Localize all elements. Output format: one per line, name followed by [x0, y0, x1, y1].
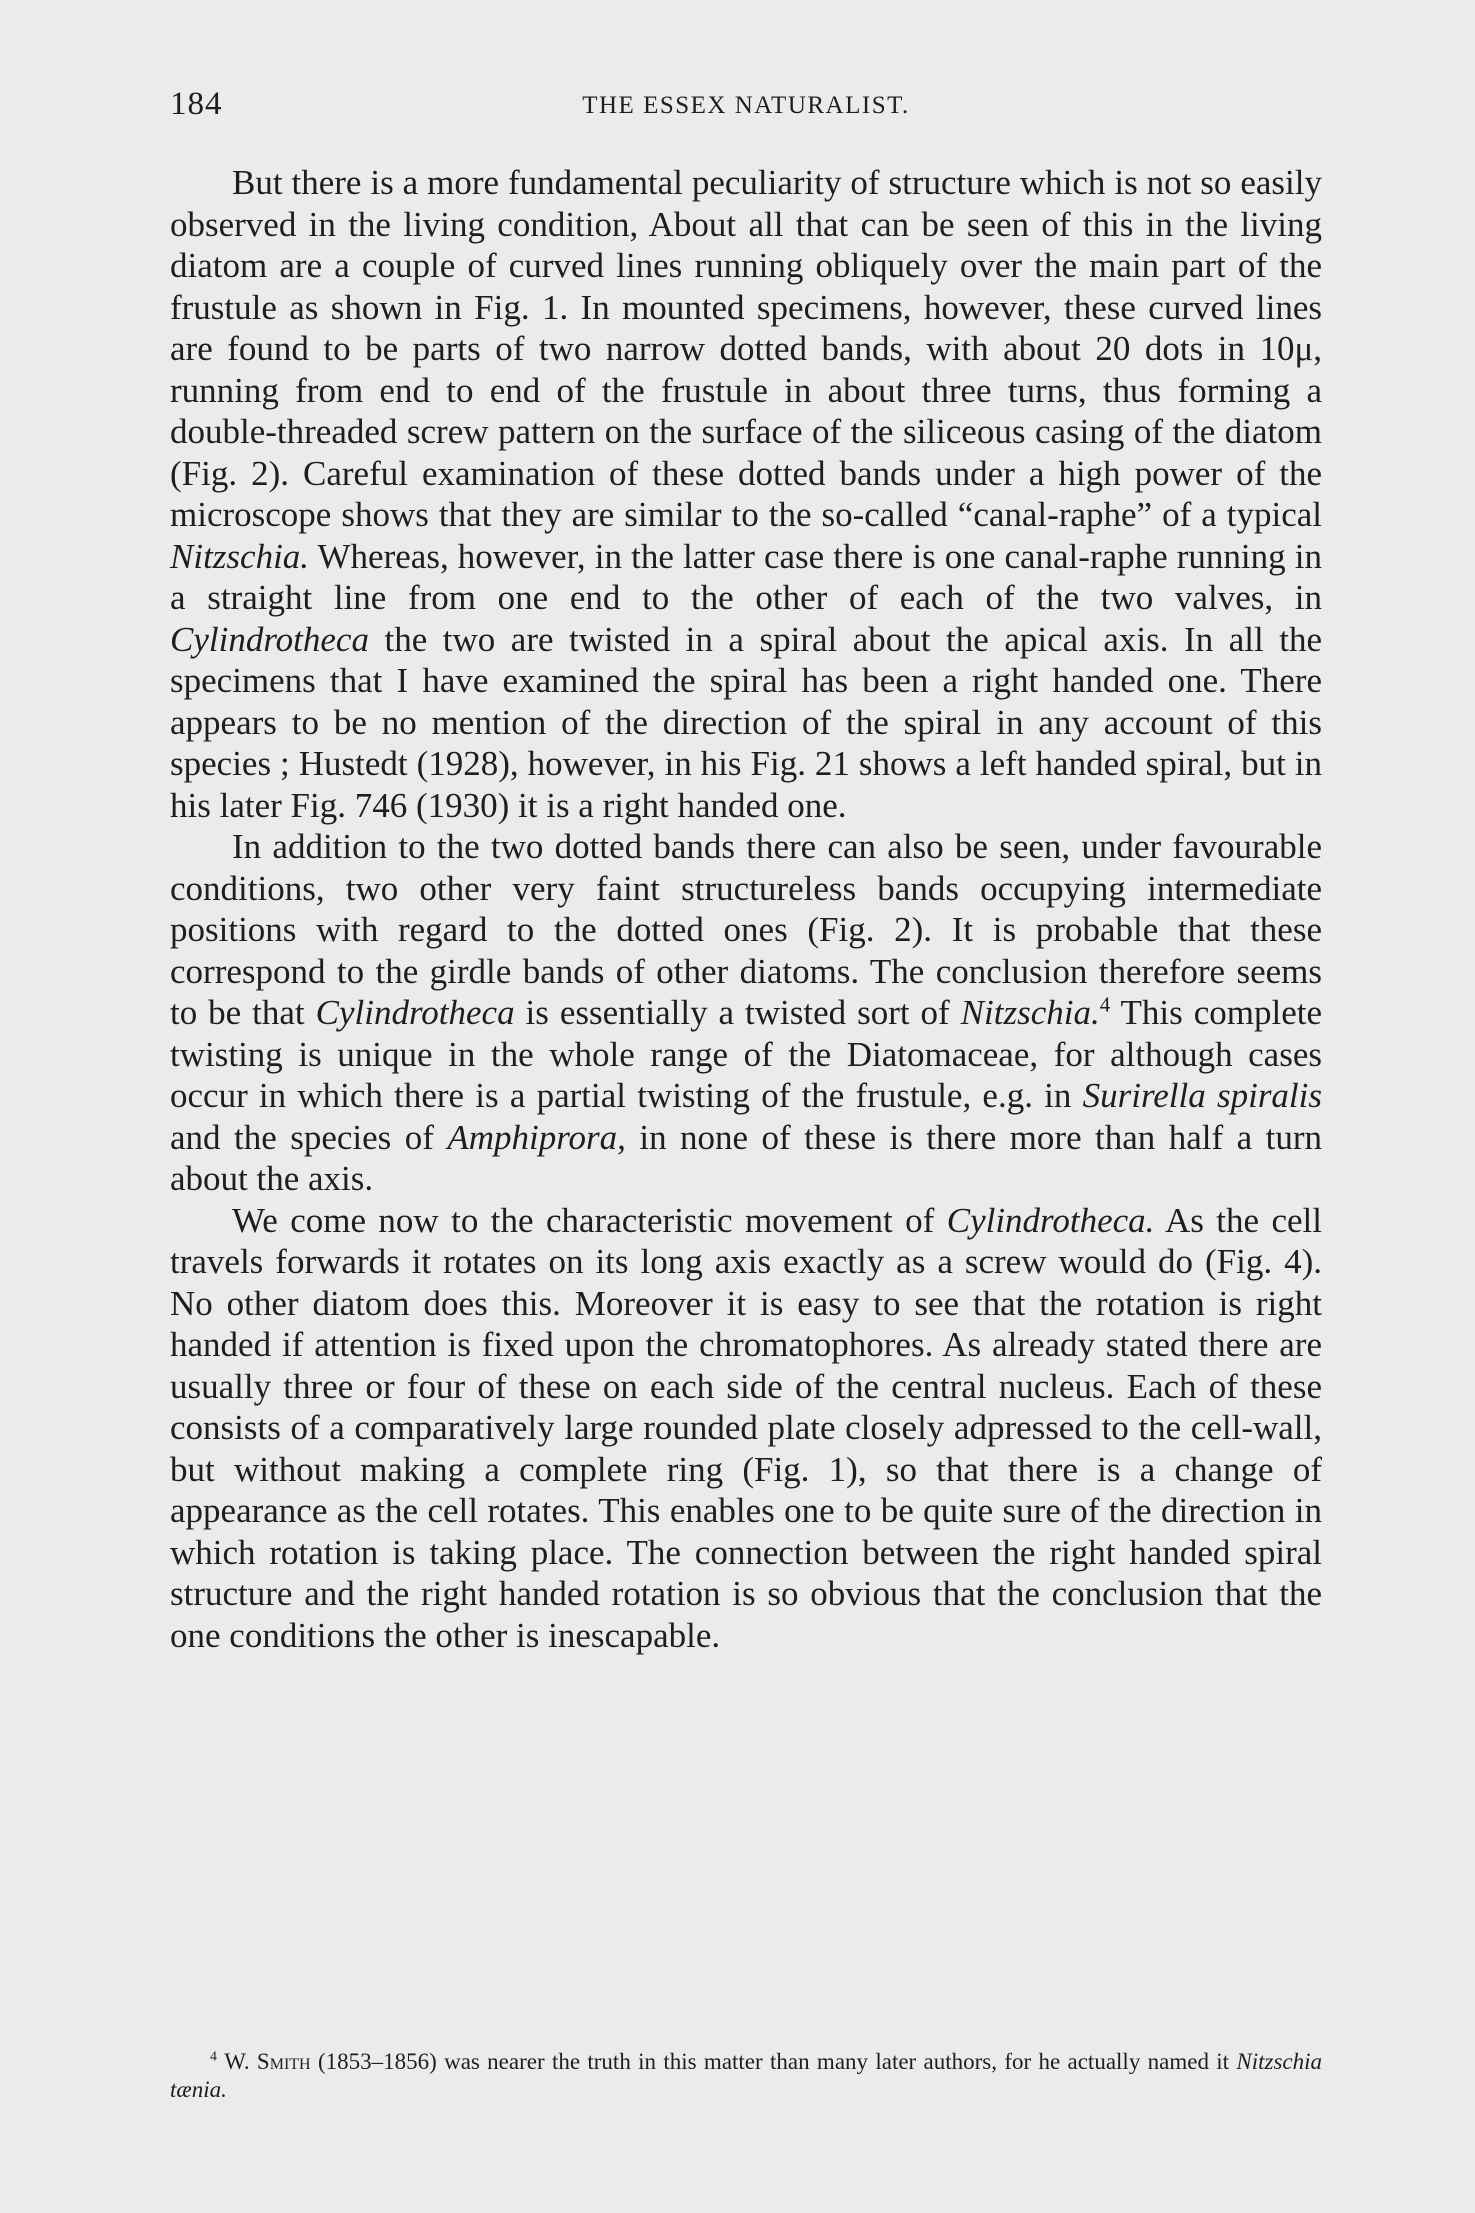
text-run: is essentially a twisted sort of [514, 993, 961, 1032]
text-run: Whereas, however, in the latter case there is one canal-raphe running in a straight line from one end to the other of each of the two valves, in [170, 536, 1322, 617]
text-run: But there is a more fundamental peculiarity of structure which is not so easily observed in the living condition, About all that can be seen of this in the living diatom are a couple of curved lines running obliquely over the main part of the frustule as shown in Fig. 1. In mounted specimens, however, these curved lines are found to be parts of two narrow dotted bands, with about 20 dots in 10μ, running from end to end of the frustule in about three turns, thus forming a double-threaded screw pattern on the surface of the siliceous casing of the diatom (Fig. 2). Careful examination of these dotted bands under a high power of the microscope shows that they are similar to the so-called “canal-raphe” of a typical [170, 163, 1322, 534]
italic-text: Nitzschia. [960, 993, 1100, 1032]
text-run: This complete twisting is unique in the whole range of the Diatomaceae, for although cases occur in which there is a partial twisting of the frustule, e.g. in [170, 993, 1323, 1115]
footnote-marker: 4 [210, 2048, 217, 2064]
text-run: and the species of [170, 1117, 448, 1157]
italic-text: Nitzschia. [170, 536, 310, 576]
paragraph [170, 1200, 1322, 1657]
footnote-reference: 4 [1099, 992, 1111, 1017]
footnote-author: W. Smith [224, 2049, 311, 2074]
paragraph [170, 826, 1322, 1200]
text-run: In addition to the two dotted bands there can also be seen, under favourable conditions, two other very faint structureless bands occupying intermediate positions with regard to the dotted ones (Fig. 2). It is probable that these correspond to the girdle bands of other diatoms. The conclusion therefore seems to be that [170, 827, 1322, 1032]
text-run: in none of these is there more than half a turn about the axis. [170, 1117, 1322, 1198]
italic-text: Surirella spiralis [1082, 1076, 1323, 1115]
footnote-italic-name: Nitzschia tænia. [170, 2049, 1323, 2102]
footnote-text: (1853–1856) was nearer the truth in this matter than many later authors, for he actually named it [310, 2049, 1237, 2074]
italic-text: Amphiprora, [447, 1117, 626, 1157]
journal-title: THE ESSEX NATURALIST. [582, 92, 910, 119]
text-run: the two are twisted in a spiral about the apical axis. In all the specimens that I have examined the spiral has been a right handed one. There appears to be no mention of the direction of the spiral in any account of this species ; Hustedt (1928), however, in his Fig. 21 shows a left handed spiral, but in his later Fig. 746 (1930) it is a right handed one. [170, 619, 1322, 825]
paragraph [170, 162, 1322, 826]
italic-text: Cylindrotheca. [946, 1200, 1155, 1240]
running-head [170, 86, 1322, 126]
italic-text: Cylindrotheca [170, 619, 369, 659]
page-number: 184 [170, 86, 223, 122]
text-run: We come now to the characteristic movement of [232, 1200, 947, 1240]
italic-text: Cylindrotheca [315, 993, 515, 1032]
body-text [170, 162, 1322, 1656]
footnote [170, 2048, 1322, 2104]
text-run: As the cell travels forwards it rotates on its long axis exactly as a screw would do (Fig. 4). No other diatom does this. Moreover it is easy to see that the rotation is right handed if attention is fixed upon the chromatophores. As already stated there are usually three or four of these on each side of the central nucleus. Each of these consists of a comparatively large rounded plate closely adpressed to the cell-wall, but without making a complete ring (Fig. 1), so that there is a change of appearance as the cell rotates. This enables one to be quite sure of the direction in which rotation is taking place. The connection between the right handed spiral structure and the right handed rotation is so obvious that the conclusion that the one conditions the other is inescapable. [170, 1200, 1322, 1655]
